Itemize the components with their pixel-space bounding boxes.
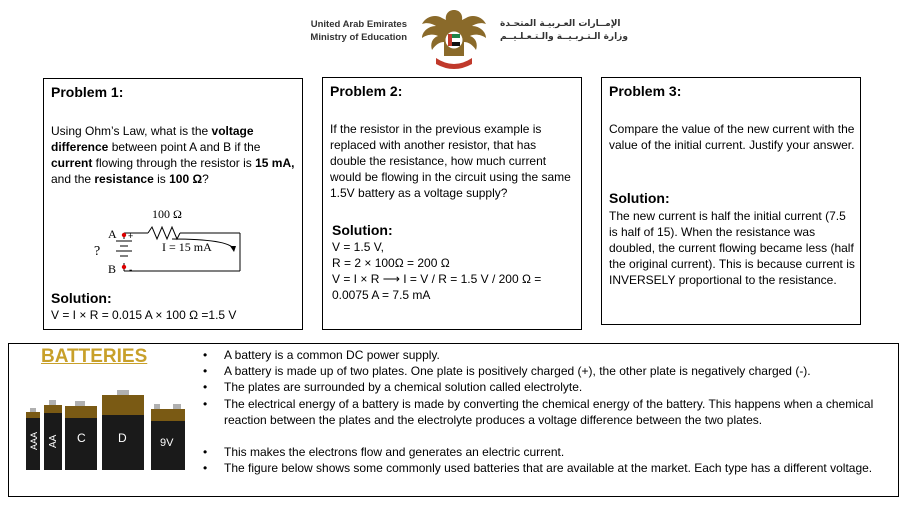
q1-bold-100ohm: 100 Ω (169, 172, 203, 186)
q1-text-6: ? (202, 172, 209, 186)
problem3-box (601, 77, 861, 325)
uae-falcon-emblem-icon (418, 4, 490, 74)
problem2-title: Problem 2: (330, 83, 403, 99)
q1-bold-current: current (51, 156, 93, 170)
problem2-solution (332, 239, 580, 303)
circuit-resistor-label: 100 Ω (152, 207, 182, 221)
battery-bullet (203, 363, 883, 379)
bullet-text: A battery is made up of two plates. One plate is positively charged (+), the other plate is negatively charged (-). (224, 364, 811, 378)
problem1-question (51, 123, 299, 187)
battery-label: AA (48, 434, 59, 448)
q1-text-3: flowing through the resistor is (92, 156, 256, 170)
circuit-minus: - (129, 265, 133, 276)
bullet-dot-icon: • (203, 364, 208, 378)
q1-text-2: between point A and B if the (108, 140, 261, 154)
battery-bullet (203, 396, 883, 444)
batteries-illustration (24, 388, 190, 472)
header-en-country: United Arab Emirates (310, 19, 407, 30)
problem2-solution-line: 0.0075 A = 7.5 mA (332, 288, 431, 302)
circuit-point-b: B (108, 262, 117, 276)
problem2-solution-line: R = 2 × 100Ω = 200 Ω (332, 256, 450, 270)
q1-bold-voltage: voltage difference (51, 124, 254, 154)
problem2-solution-line: V = I × R ⟶ I = V / R = 1.5 V / 200 Ω = (332, 272, 542, 286)
bullet-dot-icon: • (203, 380, 208, 394)
bullet-text: The plates are surrounded by a chemical solution called electrolyte. (224, 380, 583, 394)
problem1-title: Problem 1: (51, 84, 124, 100)
q1-bold-resistance: resistance (94, 172, 154, 186)
problem3-question: Compare the value of the new current with the value of the initial current. Justify your answer. (609, 122, 855, 152)
problem2-box (322, 77, 582, 330)
battery-label: 9V (160, 437, 174, 449)
bullet-dot-icon: • (203, 397, 208, 411)
battery-label: C (77, 431, 86, 445)
battery-bullet (203, 347, 883, 363)
battery-label: AAA (29, 431, 39, 450)
problem2-solution-line: V = 1.5 V, (332, 240, 384, 254)
q1-text-5: is (153, 172, 170, 186)
problem3-solution-title: Solution: (609, 190, 670, 206)
problem1-box (43, 78, 303, 330)
problem3-title: Problem 3: (609, 83, 682, 99)
problem2-solution-title: Solution: (332, 222, 393, 238)
battery-label: D (118, 431, 127, 445)
circuit-diagram (90, 203, 250, 283)
bullet-dot-icon: • (203, 461, 208, 475)
header-ar-ministry: وزارة الـتـربـيــة والـتـعـلـيــم (500, 32, 628, 42)
problem2-question: If the resistor in the previous example is replaced with another resistor, that has double the resistance, how much current would be flowing in the circuit using the same 1.5V battery as a voltage supply? (330, 122, 571, 200)
bullet-text: A battery is a common DC power supply. (224, 348, 440, 362)
battery-d-icon (102, 390, 144, 470)
bullet-text: This makes the electrons flow and generates an electric current. (224, 445, 565, 459)
header-arabic (500, 18, 650, 44)
header-en-ministry: Ministry of Education (310, 32, 407, 43)
batteries-title: BATTERIES (41, 346, 148, 367)
circuit-plus: + (128, 231, 134, 241)
bullet-dot-icon: • (203, 348, 208, 362)
q1-bold-15ma: 15 mA, (255, 156, 295, 170)
battery-bullet (203, 444, 883, 460)
header-ar-country: الإمــارات العـربيـة المتحـدة (500, 19, 621, 29)
battery-bullet (203, 460, 883, 492)
circuit-current-label: I = 15 mA (162, 240, 212, 254)
battery-bullet (203, 379, 883, 395)
bullet-dot-icon: • (203, 445, 208, 459)
problem3-solution: The new current is half the initial current (7.5 is half of 15). When the resistance was doubled, the current flowing became less (half the original current). This is because current is INVERSELY proportional to the resistance. (609, 209, 855, 287)
q1-text-1: Using Ohm’s Law, what is the (51, 124, 212, 138)
header-english (262, 18, 407, 44)
problem1-solution: V = I × R = 0.015 A × 100 Ω =1.5 V (51, 308, 237, 322)
bullet-text: The figure below shows some commonly used batteries that are available at the market. Each type has a different voltage. (224, 461, 873, 475)
bullet-text: The electrical energy of a battery is made by converting the chemical energy of the battery. This happens when a chemical reaction between the plates and the electrolyte produces a voltage difference between the two plates. (224, 397, 874, 427)
circuit-point-a: A (108, 227, 117, 241)
circuit-unknown: ? (94, 244, 101, 259)
problem1-solution-title: Solution: (51, 290, 112, 306)
q1-text-4: and the (51, 172, 95, 186)
